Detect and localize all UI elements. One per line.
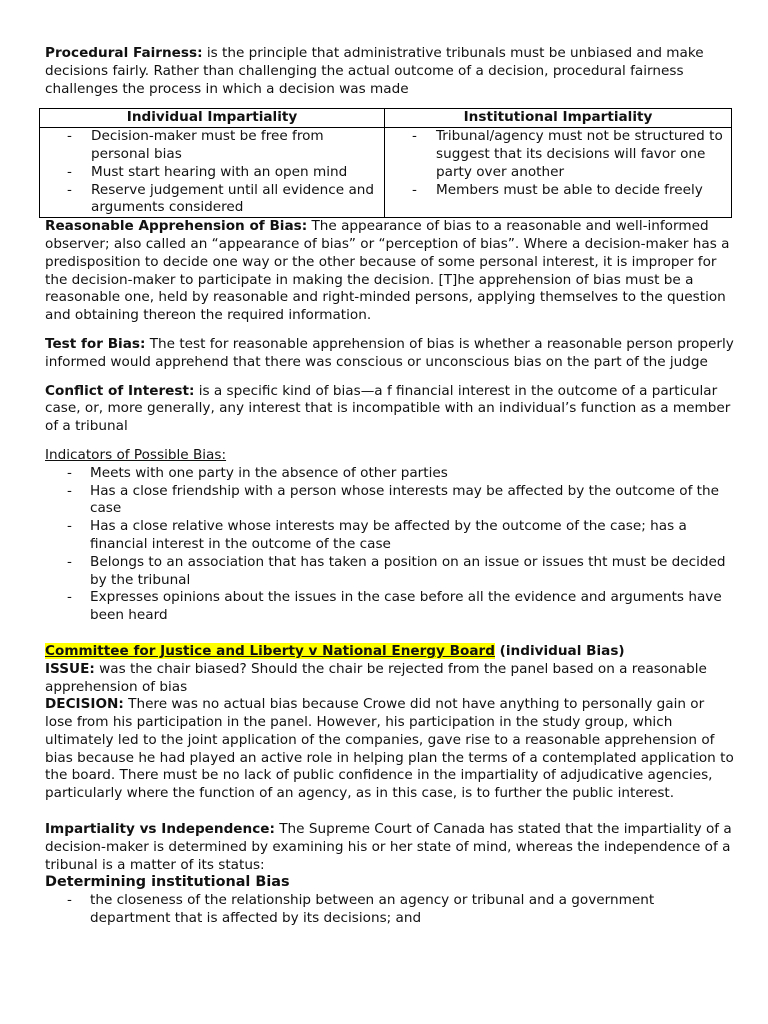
indicators-list [45,465,735,625]
procedural-fairness-term: Procedural Fairness: [45,45,203,61]
case-title-line [45,643,735,661]
list-item: - Belongs to an association that has taken a position on an issue or issues tht must be decided by the tribunal [45,554,735,590]
list-item: - Has a close relative whose interests may be affected by the outcome of the case; has a financial interest in the outcome of the case [45,518,735,554]
test-for-bias-term: Test for Bias: [45,335,146,352]
case-decision-paragraph [45,696,735,803]
indicators-heading-text: Indicators of Possible Bias: [45,446,227,463]
impartiality-independence-text: The Supreme Court of Canada has stated that the impartiality of a decision-maker is determined by examining his or her state of mind, whereas the independence of a tribunal is a matter of its status: [45,821,732,873]
institutional-bias-list [45,892,735,928]
case-decision-text: There was no actual bias because Crowe did not have anything to personally gain or lose from his participation in the panel. However, his participation in the study group, which ultimately led to the joint application of the companies, gave rise to a reasonable apprehension of bias because he had played an active role in helping plan the terms of a contemplated application to the board. There must be no lack of public confidence in the impartiality of adjudicative agencies, particularly where the function of an agency, as in this case, is to further the public interest. [45,696,734,802]
test-for-bias-text: The test for reasonable apprehension of bias is whether a reasonable person properly informed would apprehend that there was conscious or unconscious bias on the part of the judge [45,335,734,370]
conflict-of-interest-paragraph [45,383,735,436]
impartiality-independence-paragraph [45,821,735,874]
list-item: - Members must be able to decide freely [391,182,725,200]
conflict-of-interest-text: is a specific kind of bias—a f financial interest in the outcome of a particular case, or, more generally, any interest that is incompatible with an individual’s function as a member of a tribunal [45,382,731,435]
institutional-impartiality-list [391,128,725,199]
case-issue-text: was the chair biased? Should the chair be rejected from the panel based on a reasonable apprehension of bias [45,660,707,695]
impartiality-independence-term: Impartiality vs Independence: [45,821,275,838]
case-decision-term: DECISION: [45,696,124,713]
conflict-of-interest-term: Conflict of Interest: [45,382,195,399]
list-item: - Has a close friendship with a person whose interests may be affected by the outcome of the case [45,483,735,519]
case-title: Committee for Justice and Liberty v National Energy Board [45,642,495,659]
case-issue-term: ISSUE: [45,660,95,677]
impartiality-table [39,108,732,218]
reasonable-apprehension-paragraph [45,218,735,325]
institutional-bias-heading-text: Determining institutional Bias [45,874,290,891]
list-item: - the closeness of the relationship between an agency or tribunal and a government department that is affected by its decisions; and [45,892,735,928]
individual-impartiality-cell [40,128,385,218]
list-item: - Reserve judgement until all evidence and arguments considered [46,182,378,218]
institutional-impartiality-header: Institutional Impartiality [385,109,732,128]
procedural-fairness-text: is the principle that administrative tribunals must be unbiased and make decisions fairly. Rather than challenging the actual outcome of a decision, procedural fairness challenges the process in which a decision was made [45,45,704,97]
list-item: - Tribunal/agency must not be structured to suggest that its decisions will favor one party over another [391,128,725,181]
list-item: - Expresses opinions about the issues in the case before all the evidence and arguments have been heard [45,589,735,625]
list-item: - Meets with one party in the absence of other parties [45,465,735,483]
procedural-fairness-paragraph [45,45,735,98]
test-for-bias-paragraph [45,336,735,372]
list-item: - Must start hearing with an open mind [46,164,378,182]
reasonable-apprehension-term: Reasonable Apprehension of Bias: [45,218,308,235]
list-item: - Decision-maker must be free from personal bias [46,128,378,164]
institutional-impartiality-cell [385,128,732,218]
document-page [45,45,735,928]
individual-impartiality-header: Individual Impartiality [40,109,385,128]
case-title-suffix: (individual Bias) [494,642,625,659]
indicators-heading [45,447,735,465]
reasonable-apprehension-text: The appearance of bias to a reasonable and well-informed observer; also called an “appearance of bias” or “perception of bias”. Where a decision-maker has a predisposition to decide one way or the other because of some personal interest, it is improper for the decision-maker to participate in making the decision. [T]he apprehension of bias must be a reasonable one, held by reasonable and right-minded persons, applying themselves to the question and obtaining thereon the required information. [45,218,730,324]
institutional-bias-heading [45,874,735,892]
case-issue-paragraph [45,661,735,697]
individual-impartiality-list [46,128,378,217]
